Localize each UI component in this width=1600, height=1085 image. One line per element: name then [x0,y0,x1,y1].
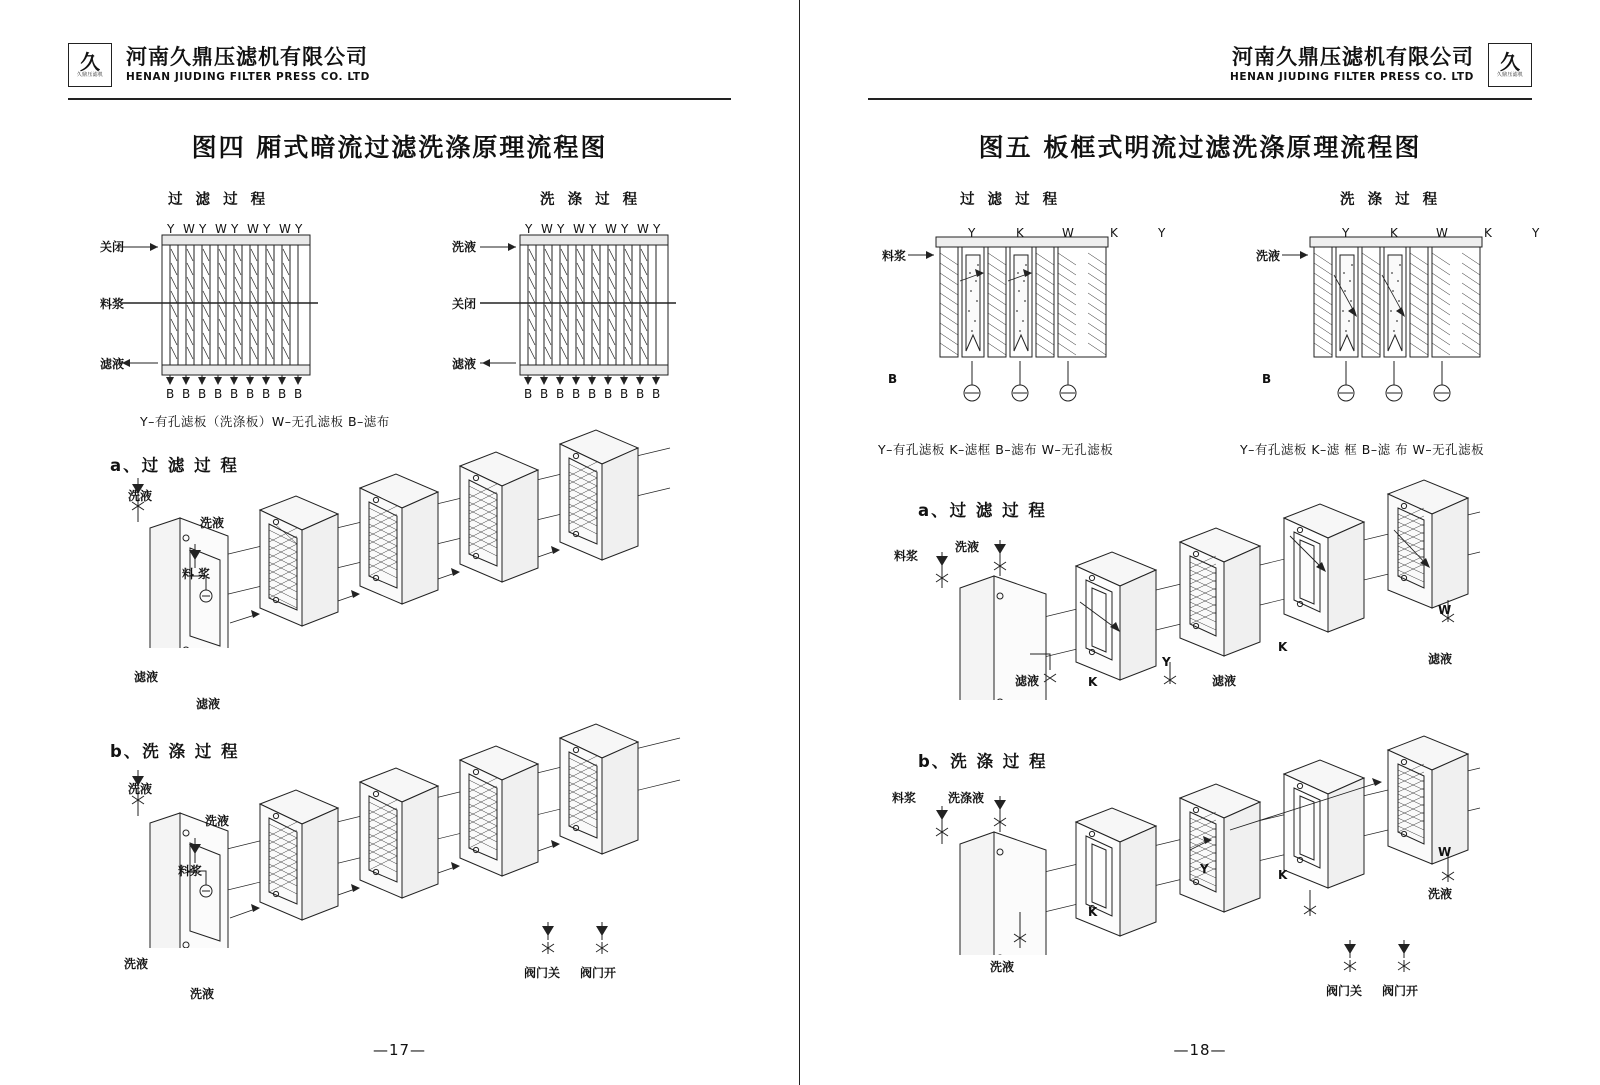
callout-a-filtrate2: 滤液 [196,697,221,711]
logo-subtext-right: 久鼎压滤机 [1496,71,1524,78]
page-header-left [0,36,799,106]
callout-ra-w: W [1438,603,1452,617]
page-number-left: —17— [372,1041,427,1059]
plate-pack-diagram-b-right [880,720,1600,955]
company-name-en: HENAN JIUDING FILTER PRESS CO. LTD [126,71,370,83]
callout-ra-slurry: 料浆 [894,549,919,563]
process-label-wash-right: 洗 涤 过 程 [1340,192,1442,208]
callout-b-wash3: 洗液 [124,957,149,971]
plate-pack-diagram-a-right [880,470,1600,700]
logo-subtext: 久鼎压滤机 [76,71,104,78]
callout-a-wash1: 洗液 [128,489,153,503]
schematic-label-filtrate: 滤液 [100,357,125,371]
callout-b-slurry: 料浆 [178,864,203,878]
schematic-diagram-right [800,215,1600,415]
figure-title-right: 图五 板框式明流过滤洗涤原理流程图 [978,133,1422,162]
callout-rb-y: Y [1200,862,1209,876]
page-header-right [800,36,1600,106]
legend-right-filter: Y–有孔滤板 K–滤框 B–滤布 W–无孔滤板 [878,442,1114,457]
valve-legend-icons-right [1330,938,1470,978]
logo-glyph: 久 [80,49,100,74]
callout-ra-filtrate3: 滤液 [1428,652,1453,666]
header-rule-right [868,98,1532,100]
callout-a-filtrate1: 滤液 [134,670,159,684]
company-name-block [126,45,370,85]
figure-title-left: 图四 厢式暗流过滤洗涤原理流程图 [191,133,608,162]
valve-legend-closed-right: 阀门关 [1326,984,1363,998]
callout-ra-wash: 洗液 [955,540,980,554]
callout-rb-washliquid: 洗涤液 [948,791,985,805]
schematic-right-label-b-filter: B [888,372,898,386]
schematic-label-filtrate-wash: 滤液 [452,357,477,371]
section-a-title-left: a、过 滤 过 程 [110,456,239,475]
plate-pack-diagram-a-left [110,418,810,648]
callout-rb-k2: K [1278,868,1288,882]
callout-ra-k1: K [1088,675,1098,689]
schematic-label-wash-liquid: 洗液 [452,240,477,254]
callout-rb-slurry: 料浆 [892,791,917,805]
schematic-right-label-b-wash: B [1262,372,1272,386]
callout-rb-k1: K [1088,905,1098,919]
process-label-filter-right: 过 滤 过 程 [960,192,1062,208]
company-name-cn: 河南久鼎压滤机有限公司 [126,45,368,69]
valve-legend-closed-left: 阀门关 [524,966,561,980]
callout-b-wash4: 洗液 [190,987,215,1001]
section-b-title-right: b、洗 涤 过 程 [918,752,1048,771]
callout-a-wash2: 洗液 [200,516,225,530]
valve-legend-open-right: 阀门开 [1382,984,1419,998]
callout-b-wash1: 洗液 [128,782,153,796]
schematic-right-label-wash: 洗液 [1256,249,1281,263]
header-rule [68,98,731,100]
callout-ra-y: Y [1162,655,1171,669]
callout-rb-wash1: 洗液 [990,960,1015,974]
callout-ra-filtrate2: 滤液 [1212,674,1237,688]
section-a-title-right: a、过 滤 过 程 [918,501,1047,520]
legend-right-wash: Y–有孔滤板 K–滤 框 B–滤 布 W–无孔滤板 [1240,442,1485,457]
schematic-right-label-slurry: 料浆 [882,249,907,263]
page-number-right: —18— [1173,1041,1227,1059]
callout-b-wash2: 洗液 [205,814,230,828]
page-right: 河南久鼎压滤机有限公司 HENAN JIUDING FILTER PRESS CO. LTD 久 久鼎压滤机 图五 板框式明流过滤洗涤原理流程图 过 滤 过 程 洗 涤 过 程 Y K W K Y Y K W K Y 料浆 B 洗液 B Y–有孔滤板 K–滤框 B–滤布 W–无孔滤板 Y–有孔滤板 K–滤 框 B–滤 布 W–无孔滤板 a、过 滤 过 程 料浆 洗液 滤液 K Y 滤液 K W 滤液 b、洗 涤 过 程 料浆 洗涤液 洗液 K Y K W 洗液 阀门关 阀门开 —18— [800,0,1600,1085]
valve-legend-open-left: 阀门开 [580,966,617,980]
legend-left: Y–有孔滤板（洗涤板）W–无孔滤板 B–滤布 [140,414,390,429]
callout-ra-filtrate1: 滤液 [1015,674,1040,688]
callout-rb-w: W [1438,845,1452,859]
valve-legend-icons-left [528,920,668,960]
company-logo [68,43,112,87]
callout-a-slurry: 料 浆 [182,567,211,581]
logo-glyph-right: 久 [1500,49,1520,74]
company-name-en-right: HENAN JIUDING FILTER PRESS CO. LTD [1230,71,1474,83]
company-name-block-right [1230,45,1474,85]
company-name-cn-right: 河南久鼎压滤机有限公司 [1232,45,1474,69]
callout-ra-k2: K [1278,640,1288,654]
schematic-label-slurry: 料浆 [100,297,125,311]
process-label-filter-left: 过 滤 过 程 [168,192,270,208]
process-label-wash-left: 洗 涤 过 程 [540,192,642,208]
callout-rb-wash2: 洗液 [1428,887,1453,901]
company-logo-right [1488,43,1532,87]
page-left: 久 久鼎压滤机 河南久鼎压滤机有限公司 HENAN JIUDING FILTER PRESS CO. LTD 图四 厢式暗流过滤洗涤原理流程图 过 滤 过 程 洗 涤 过 程 Y W Y W Y W Y W Y B B B B B B B B B Y W Y W Y W Y W Y B B B B B B B B B 关闭 料浆 滤液 洗液 关闭 滤液 Y–有孔滤板（洗涤板）W–无孔滤板 B–滤布 a、过 滤 过 程 洗液 洗液 料 浆 滤液 滤液 b、洗 涤 过 程 洗液 洗液 料浆 洗液 洗液 阀门关 阀门开 —17— [0,0,800,1085]
section-b-title-left: b、洗 涤 过 程 [110,742,240,761]
schematic-label-closed-top: 关闭 [100,240,125,254]
schematic-label-closed-mid: 关闭 [452,297,477,311]
